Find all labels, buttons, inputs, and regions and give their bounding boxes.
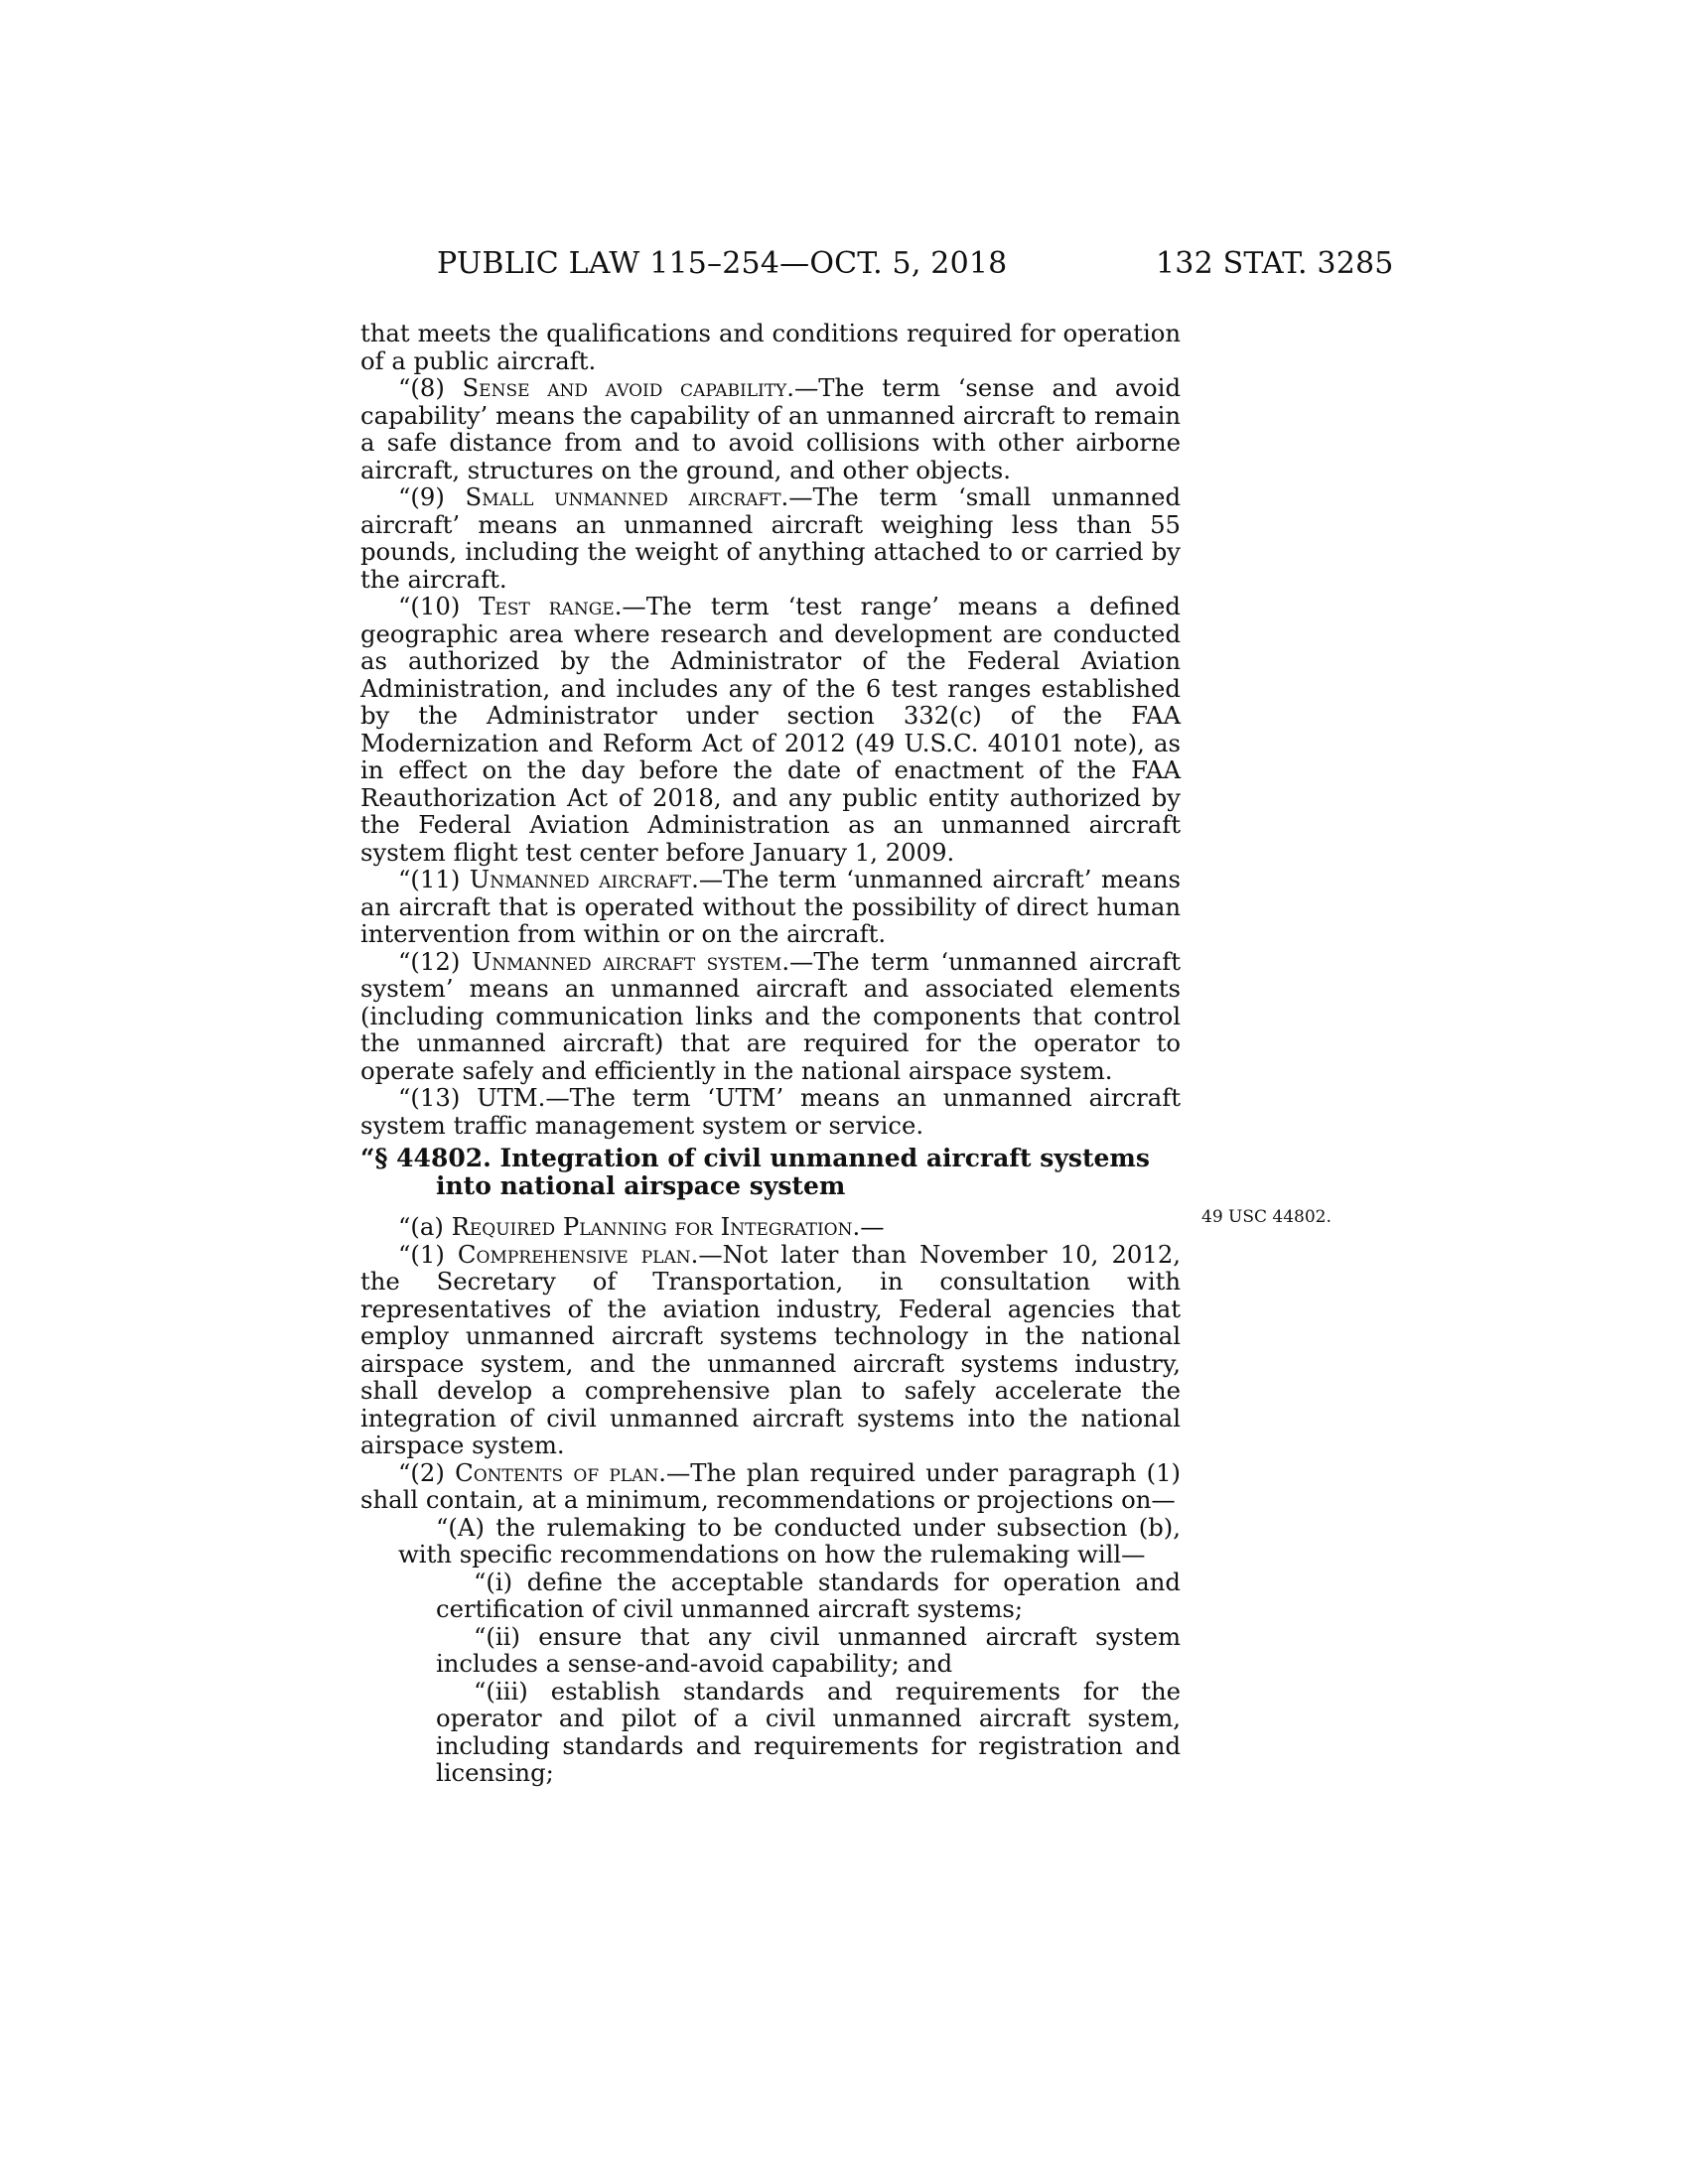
paragraph-intro: that meets the qualifications and conditions required for operation of a public aircraft. — [360, 319, 1181, 375]
clause-i: “(i) define the acceptable standards for operation and certification of civil unmanned aircraft systems; — [436, 1567, 1181, 1623]
paragraph-heading: Unmanned aircraft — [469, 865, 692, 893]
subparagraph-A: “(A) the rulemaking to be conducted under subsection (b), with specific recommendations on how the rulemaking will— — [398, 1512, 1181, 1569]
paragraph-number: “(8) — [398, 373, 463, 402]
paragraph-text: .—The term ‘unmanned aircraft system’ means an unmanned aircraft and associated elements (including communication links and the components that control the unmanned aircraft) that are required for the operator to operate safely and efficiently in the national airspace system. — [360, 946, 1181, 1085]
paragraph-heading: Required Planning for Integration — [451, 1212, 853, 1241]
paragraph-text: .—The plan required under paragraph (1) shall contain, at a minimum, recommendations or projections on— — [360, 1457, 1182, 1514]
paragraph-text: .—The term ‘unmanned aircraft’ means an aircraft that is operated without the possibility of direct human intervention from within or on the aircraft. — [360, 865, 1181, 948]
running-head-title: PUBLIC LAW 115–254—OCT. 5, 2018 — [437, 246, 1008, 281]
margin-note: 49 USC 44802. — [1201, 1207, 1332, 1227]
paragraph-10 — [360, 593, 1181, 866]
subsection-a — [360, 1213, 1181, 1241]
document-body — [360, 320, 1181, 1787]
paragraph-8 — [360, 374, 1181, 483]
paragraph-text: .—The term ‘sense and avoid capability’ means the capability of an unmanned aircraft to remain a safe distance from and to avoid collisions with other airborne aircraft, structures on the ground, and other objects. — [360, 373, 1182, 484]
paragraph-heading: Contents of plan — [455, 1457, 659, 1487]
paragraph-number: “(11) — [398, 865, 470, 893]
paragraph-text: .—Not later than November 10, 2012, the Secretary of Transportation, in consultation with representatives of the aviation industry, Federal agencies that employ unmanned aircraft systems technology in the national airspace system, and the unmanned aircraft systems industry, shall develop a comprehensive plan to safely accelerate the integration of civil unmanned aircraft systems into the national airspace system. — [360, 1239, 1182, 1459]
clause-iii: “(iii) establish standards and requirements for the operator and pilot of a civil unmanned aircraft system, including standards and requirements for registration and licensing; — [436, 1676, 1181, 1787]
paragraph-number: “(10) — [398, 592, 480, 620]
paragraph-text: .—The term ‘small unmanned aircraft’ means an unmanned aircraft weighing less than 55 pounds, including the weight of anything attached to or carried by the aircraft. — [360, 482, 1182, 594]
paragraph-text: .— — [852, 1212, 885, 1241]
paragraph-12 — [360, 948, 1181, 1085]
paragraph-number: “(9) — [398, 482, 466, 511]
paragraph-13: “(13) UTM.—The term ‘UTM’ means an unmanned aircraft system traffic management system or service. — [360, 1083, 1181, 1140]
running-head-stat: 132 STAT. 3285 — [1156, 246, 1394, 281]
paragraph-a-2 — [360, 1459, 1181, 1514]
paragraph-a-1 — [360, 1241, 1181, 1459]
paragraph-heading: Unmanned aircraft system — [471, 946, 782, 976]
paragraph-heading: Sense and avoid capability — [462, 373, 787, 402]
paragraph-number: “(2) — [398, 1457, 456, 1487]
section-heading: “§ 44802. Integration of civil unmanned aircraft systems into national airspace system — [360, 1144, 1150, 1200]
paragraph-heading: Test range — [479, 592, 615, 620]
paragraph-heading: Comprehensive plan — [457, 1239, 691, 1269]
paragraph-number: “(a) — [398, 1212, 452, 1241]
paragraph-number: “(1) — [398, 1239, 458, 1269]
paragraph-11 — [360, 866, 1181, 948]
paragraph-heading: Small unmanned aircraft — [465, 482, 781, 511]
paragraph-9 — [360, 483, 1181, 593]
clause-ii: “(ii) ensure that any civil unmanned aircraft system includes a sense-and-avoid capability; and — [436, 1621, 1181, 1678]
paragraph-number: “(12) — [398, 946, 472, 976]
paragraph-text: .—The term ‘test range’ means a defined geographic area where research and development are conducted as authorized by the Administrator of the Federal Aviation Administration, and includes any of the 6 test ranges established by the Administrator under section 332(c) of the FAA Modernization and Reform Act of 2012 (49 U.S.C. 40101 note), as in effect on the day before the date of enactment of the FAA Reauthorization Act of 2018, and any public entity authorized by the Federal Aviation Administration as an unmanned aircraft system flight test center before January 1, 2009. — [360, 592, 1181, 867]
